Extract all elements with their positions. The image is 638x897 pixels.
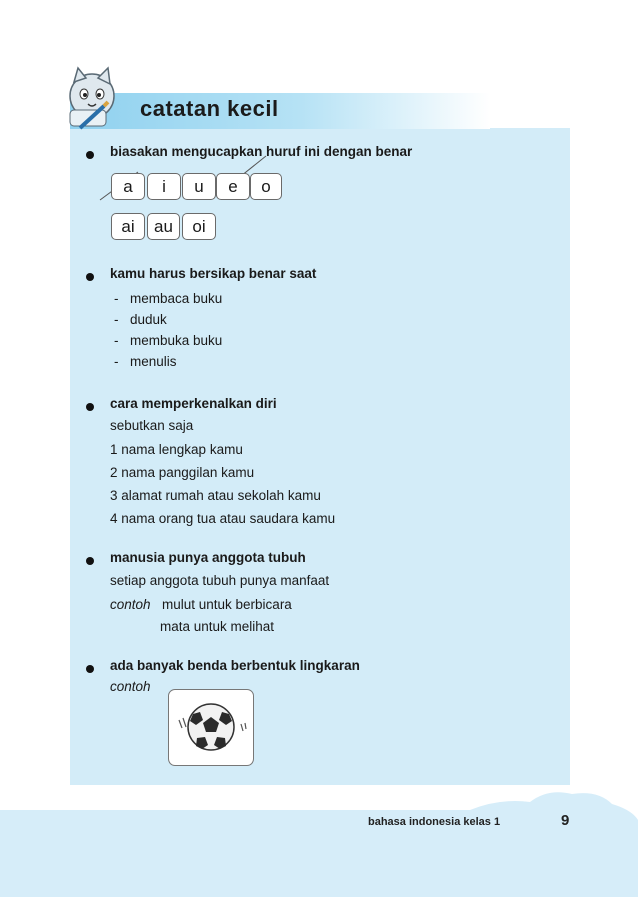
section-intro: setiap anggota tubuh punya manfaat (110, 573, 330, 588)
bullet-icon (86, 403, 94, 411)
vowel-box: i (147, 173, 181, 200)
book-title: bahasa indonesia kelas 1 (368, 816, 501, 828)
page-number: 9 (561, 812, 570, 829)
section-intro: sebutkan saja (110, 418, 194, 433)
vowel-box: e (216, 173, 250, 200)
list-item: 2 nama panggilan kamu (110, 465, 255, 480)
title-band (70, 93, 490, 129)
section-heading: cara memperkenalkan diri (110, 396, 277, 411)
section-heading: manusia punya anggota tubuh (110, 550, 306, 565)
diphthong-box: au (147, 213, 180, 240)
list-item: 1 nama lengkap kamu (110, 442, 243, 457)
section-heading: kamu harus bersikap benar saat (110, 266, 317, 281)
diphthong-box: ai (111, 213, 145, 240)
list-item: 4 nama orang tua atau saudara kamu (110, 511, 336, 526)
example-image-frame (168, 689, 254, 766)
list-item: duduk (130, 312, 167, 327)
bullet-icon (86, 665, 94, 673)
footer-cloud (0, 790, 638, 897)
list-marker: - (114, 312, 119, 327)
example-line: mata untuk melihat (160, 619, 275, 634)
bullet-icon (86, 151, 94, 159)
list-item: membuka buku (130, 333, 223, 348)
example-label: contoh (110, 679, 151, 694)
list-marker: - (114, 291, 119, 306)
list-marker: - (114, 333, 119, 348)
list-marker: - (114, 354, 119, 369)
section-heading: ada banyak benda berbentuk lingkaran (110, 658, 360, 673)
vowel-box: u (182, 173, 216, 200)
bullet-icon (86, 273, 94, 281)
page-title: catatan kecil (140, 96, 279, 121)
list-item: 3 alamat rumah atau sekolah kamu (110, 488, 321, 503)
soccer-ball-icon (169, 690, 253, 765)
cat-writing-icon (62, 66, 128, 132)
example-label: contoh (110, 597, 151, 612)
bullet-icon (86, 557, 94, 565)
list-item: membaca buku (130, 291, 223, 306)
list-item: menulis (130, 354, 177, 369)
diphthong-box: oi (182, 213, 216, 240)
section-heading: biasakan mengucapkan huruf ini dengan benar (110, 144, 413, 159)
vowel-box: o (250, 173, 282, 200)
vowel-box: a (111, 173, 145, 200)
example-line: mulut untuk berbicara (162, 597, 292, 612)
